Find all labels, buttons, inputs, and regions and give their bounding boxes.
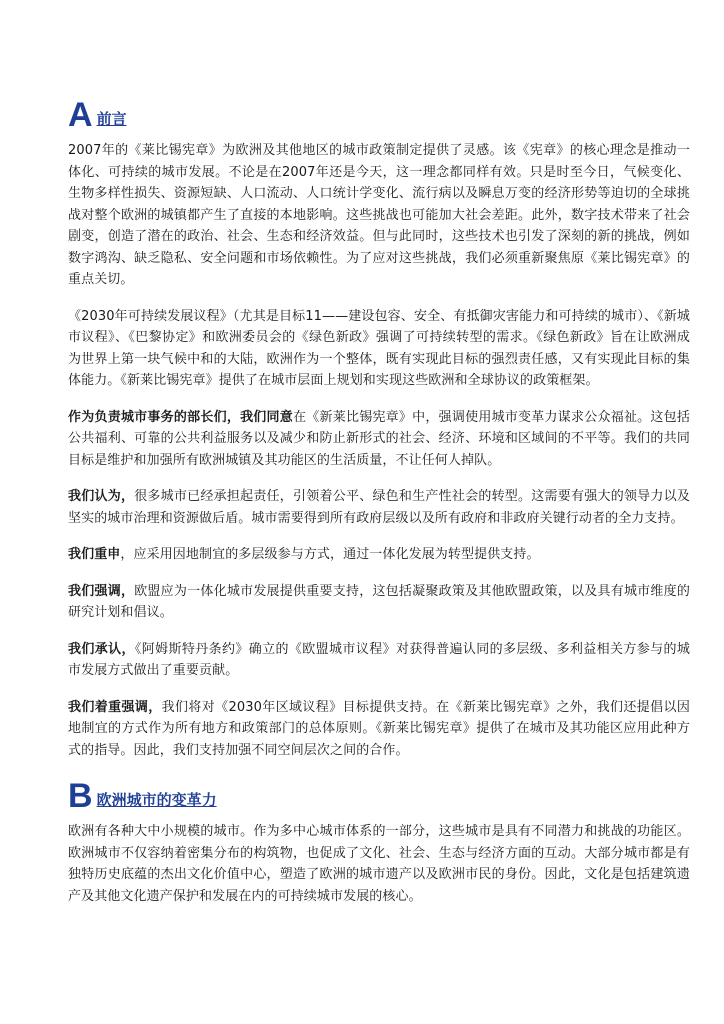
paragraph-text: ，应采用因地制宜的多层级参与方式，通过一体化发展为转型提供支持。 [120, 547, 540, 562]
paragraph-lead: 我们着重强调， [68, 699, 162, 715]
paragraph-lead: 我们强调， [68, 583, 135, 599]
paragraph-a1 [68, 140, 690, 291]
paragraph-a2 [68, 306, 690, 392]
paragraph-a7 [68, 639, 690, 682]
paragraph-lead: 我们重申 [68, 547, 121, 562]
paragraph-text: 欧洲有各种大中小规模的城市。作为多中心城市体系的一部分，这些城市是具有不同潜力和挑战的功能区。欧洲城市不仅容纳着密集分布的构筑物，也促成了文化、社会、生态与经济方面的互动。大部分城市都是有独特历史底蕴的杰出文化价值中心，塑造了欧洲的城市遗产以及欧洲市民的身份。因此，文化是包括建筑遗产及其他文化遗产保护和发展在内的可持续城市发展的核心。 [68, 824, 690, 904]
section-a-title: 前言 [96, 110, 127, 128]
paragraph-lead: 作为负责城市事务的部长们，我们同意 [68, 409, 294, 425]
paragraph-text: 欧盟应为一体化城市发展提供重要支持，这包括凝聚政策及其他欧盟政策，以及具有城市维度的研究计划和倡议。 [68, 583, 690, 620]
paragraph-a3 [68, 407, 690, 472]
section-b-heading [68, 777, 690, 815]
section-b-letter: B [68, 777, 93, 815]
document-page [68, 96, 691, 922]
section-a-letter: A [68, 96, 93, 134]
paragraph-a5 [68, 544, 690, 566]
paragraph-text: 《2030年可持续发展议程》（尤其是目标11——建设包容、安全、有抵御灾害能力和可持续的城市）、《新城市议程》、《巴黎协定》和欧洲委员会的《绿色新政》强调了可持续转型的需求。《绿色新政》旨在让欧洲成为世界上第一块气候中和的大陆，欧洲作为一个整体，既有实现此目标的强烈责任感，又有实现此目标的集体能力。《新莱比锡宪章》提供了在城市层面上规划和实现这些欧洲和全球协议的政策框架。 [68, 308, 690, 388]
paragraph-a8 [68, 697, 690, 762]
paragraph-text: 2007年的《莱比锡宪章》为欧洲及其他地区的城市政策制定提供了灵感。该《宪章》的核心理念是推动一体化、可持续的城市发展。不论是在2007年还是今天，这一理念都同样有效。只是时至今日，气候变化、生物多样性损失、资源短缺、人口流动、人口统计学变化、流行病以及瞬息万变的经济形势等迫切的全球挑战对整个欧洲的城镇都产生了直接的本地影响。这些挑战也可能加大社会差距。此外，数字技术带来了社会剧变，创造了潜在的政治、社会、生态和经济效益。但与此同时，这些技术也引发了深刻的新的挑战，例如数字鸿沟、缺乏隐私、安全问题和市场依赖性。为了应对这些挑战，我们必须重新聚焦原《莱比锡宪章》的重点关切。 [68, 143, 690, 287]
paragraph-text: 我们将对《2030年区域议程》目标提供支持。在《新莱比锡宪章》之外，我们还提倡以因地制宜的方式作为所有地方和政策部门的总体原则。《新莱比锡宪章》提供了在城市及其功能区应用此种方式的指导。因此，我们支持加强不同空间层次之间的合作。 [68, 699, 691, 758]
section-b-title: 欧洲城市的变革力 [96, 791, 217, 809]
paragraph-b1 [68, 821, 690, 907]
paragraph-a6 [68, 581, 690, 624]
paragraph-lead: 我们承认， [68, 641, 135, 657]
section-a-heading [68, 96, 690, 134]
paragraph-lead: 我们认为， [68, 489, 135, 504]
paragraph-a4 [68, 486, 690, 529]
paragraph-text: 在《新莱比锡宪章》中，强调使用城市变革力谋求公众福祉。这包括公共福利、可靠的公共利益服务以及减少和防止新形式的社会、经济、环境和区域间的不平等。我们的共同目标是维护和加强所有欧洲城镇及其功能区的生活质量，不让任何人掉队。 [68, 409, 690, 468]
paragraph-text: 很多城市已经承担起责任，引领着公平、绿色和生产性社会的转型。这需要有强大的领导力以及坚实的城市治理和资源做后盾。城市需要得到所有政府层级以及所有政府和非政府关键行动者的全力支持。 [68, 489, 690, 526]
paragraph-text: 《阿姆斯特丹条约》确立的《欧盟城市议程》对获得普遍认同的多层级、多利益相关方参与的城市发展方式做出了重要贡献。 [68, 641, 690, 678]
